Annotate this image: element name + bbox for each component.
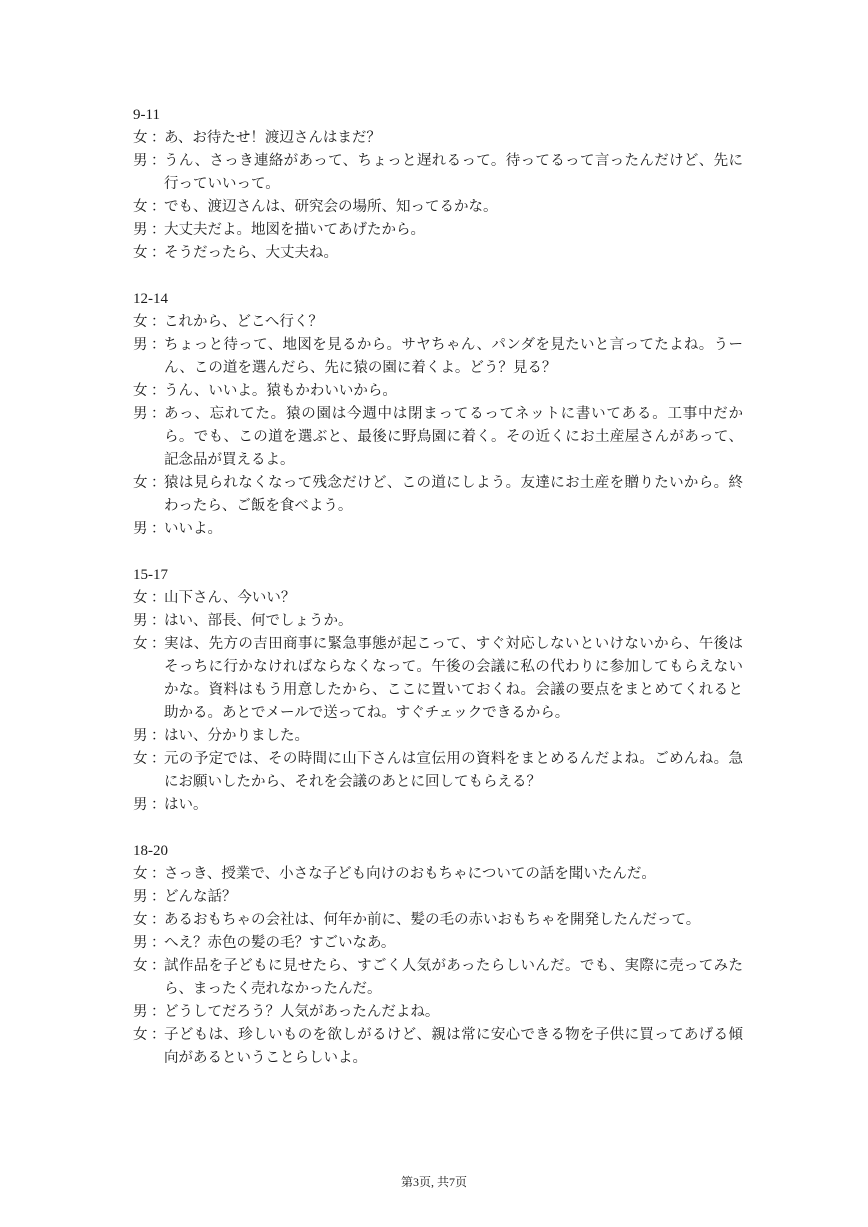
dialogue-line bbox=[133, 886, 743, 909]
utterance-text: うん、さっき連絡があって、ちょっと遅れるって。待ってるって言ったんだけど、先に行っていいって。 bbox=[164, 153, 743, 192]
speaker-colon: ： bbox=[151, 912, 166, 928]
speaker-label: 男 bbox=[133, 337, 148, 353]
dialogue-line bbox=[133, 472, 743, 518]
speaker-colon: ： bbox=[151, 130, 166, 146]
speaker-label: 男 bbox=[133, 1004, 148, 1020]
dialogue-line bbox=[133, 909, 743, 932]
speaker-colon: ： bbox=[151, 314, 166, 330]
speaker-label: 男 bbox=[133, 889, 148, 905]
dialogue-line bbox=[133, 725, 743, 748]
speaker-colon: ： bbox=[151, 797, 166, 813]
utterance-text: はい。 bbox=[164, 797, 208, 813]
speaker-colon: ： bbox=[151, 521, 166, 537]
speaker-label: 女 bbox=[133, 130, 148, 146]
dialogue-line bbox=[133, 610, 743, 633]
speaker-label: 女 bbox=[133, 751, 148, 767]
dialogue-line bbox=[133, 380, 743, 403]
speaker-label: 女 bbox=[133, 636, 148, 652]
dialogue-line bbox=[133, 150, 743, 196]
utterance-text: はい、部長、何でしょうか。 bbox=[164, 613, 353, 629]
speaker-colon: ： bbox=[151, 222, 166, 238]
utterance-text: これから、どこへ行く？ bbox=[164, 314, 323, 330]
dialogue-line bbox=[133, 748, 743, 794]
utterance-text: でも、渡辺さんは、研究会の場所、知ってるかな。 bbox=[164, 199, 498, 215]
speaker-colon: ： bbox=[151, 866, 166, 882]
section-number: 15-17 bbox=[133, 567, 168, 583]
speaker-colon: ： bbox=[151, 590, 166, 606]
speaker-colon: ： bbox=[151, 406, 166, 422]
speaker-colon: ： bbox=[151, 636, 166, 652]
utterance-text: へえ？赤色の髪の毛？すごいなあ。 bbox=[164, 935, 396, 951]
dialogue-line bbox=[133, 403, 743, 472]
utterance-text: ちょっと待って、地図を見るから。サヤちゃん、パンダを見たいと言ってたよね。うーん、この道を選んだら、先に猿の園に着くよ。どう？見る？ bbox=[164, 337, 743, 376]
utterance-text: 元の予定では、その時間に山下さんは宣伝用の資料をまとめるんだよね。ごめんね。急にお願いしたから、それを会議のあとに回してもらえる？ bbox=[164, 751, 743, 790]
utterance-text: 山下さん、今いい？ bbox=[164, 590, 296, 606]
utterance-text: 子どもは、珍しいものを欲しがるけど、親は常に安心できる物を子供に買ってあげる傾向があるということらしいよ。 bbox=[164, 1027, 743, 1066]
speaker-label: 女 bbox=[133, 314, 148, 330]
dialogue-line bbox=[133, 518, 743, 541]
speaker-colon: ： bbox=[151, 889, 166, 905]
dialogue-line bbox=[133, 633, 743, 725]
dialogue-content bbox=[133, 104, 743, 1093]
speaker-label: 男 bbox=[133, 797, 148, 813]
utterance-text: あっ、忘れてた。猿の園は今週中は閉まってるってネットに書いてある。工事中だから。でも、この道を選ぶと、最後に野鳥園に着く。その近くにお土産屋さんがあって、記念品が買えるよ。 bbox=[164, 406, 743, 468]
speaker-label: 男 bbox=[133, 222, 148, 238]
dialogue-line bbox=[133, 587, 743, 610]
speaker-colon: ： bbox=[151, 728, 166, 744]
utterance-text: 大丈夫だよ。地図を描いてあげたから。 bbox=[164, 222, 425, 238]
dialogue-line bbox=[133, 334, 743, 380]
speaker-label: 男 bbox=[133, 613, 148, 629]
speaker-label: 女 bbox=[133, 383, 148, 399]
speaker-label: 男 bbox=[133, 406, 148, 422]
utterance-text: あるおもちゃの会社は、何年か前に、髪の毛の赤いおもちゃを開発したんだって。 bbox=[164, 912, 701, 928]
dialogue-line bbox=[133, 794, 743, 817]
utterance-text: 実は、先方の吉田商事に緊急事態が起こって、すぐ対応しないといけないから、午後はそっちに行かなければならなくなって。午後の会議に私の代わりに参加してもらえないかな。資料はもう用意したから、ここに置いておくね。会議の要点をまとめてくれると助かる。あとでメールで送ってね。すぐチェックできるから。 bbox=[164, 636, 743, 721]
speaker-colon: ： bbox=[151, 475, 166, 491]
dialogue-section bbox=[133, 288, 743, 541]
utterance-text: 猿は見られなくなって残念だけど、この道にしよう。友達にお土産を贈りたいから。終わったら、ご飯を食べよう。 bbox=[164, 475, 743, 514]
speaker-colon: ： bbox=[151, 383, 166, 399]
speaker-label: 女 bbox=[133, 590, 148, 606]
utterance-text: そうだったら、大丈夫ね。 bbox=[164, 245, 338, 261]
dialogue-section bbox=[133, 840, 743, 1070]
section-number: 12-14 bbox=[133, 291, 168, 307]
speaker-label: 男 bbox=[133, 728, 148, 744]
dialogue-line bbox=[133, 1001, 743, 1024]
utterance-text: あ、お待たせ！渡辺さんはまだ？ bbox=[164, 130, 381, 146]
utterance-text: いいよ。 bbox=[164, 521, 222, 537]
utterance-text: さっき、授業で、小さな子ども向けのおもちゃについての話を聞いたんだ。 bbox=[164, 866, 656, 882]
dialogue-line bbox=[133, 127, 743, 150]
utterance-text: はい、分かりました。 bbox=[164, 728, 309, 744]
dialogue-section bbox=[133, 564, 743, 817]
speaker-colon: ： bbox=[151, 1027, 166, 1043]
dialogue-line bbox=[133, 932, 743, 955]
dialogue-section bbox=[133, 104, 743, 265]
speaker-label: 男 bbox=[133, 153, 148, 169]
speaker-colon: ： bbox=[151, 199, 166, 215]
dialogue-line bbox=[133, 863, 743, 886]
dialogue-line bbox=[133, 311, 743, 334]
dialogue-line bbox=[133, 955, 743, 1001]
utterance-text: どんな話？ bbox=[164, 889, 237, 905]
utterance-text: どうしてだろう？人気があったんだよね。 bbox=[164, 1004, 440, 1020]
speaker-colon: ： bbox=[151, 1004, 166, 1020]
page-footer: 第3页, 共7页 bbox=[400, 1175, 467, 1189]
speaker-label: 女 bbox=[133, 1027, 148, 1043]
speaker-label: 女 bbox=[133, 199, 148, 215]
speaker-colon: ： bbox=[151, 245, 166, 261]
speaker-label: 男 bbox=[133, 935, 148, 951]
dialogue-line bbox=[133, 1024, 743, 1070]
speaker-colon: ： bbox=[151, 935, 166, 951]
dialogue-line bbox=[133, 219, 743, 242]
speaker-colon: ： bbox=[151, 153, 166, 169]
section-number: 9-11 bbox=[133, 107, 160, 123]
speaker-colon: ： bbox=[151, 958, 166, 974]
speaker-label: 女 bbox=[133, 475, 148, 491]
speaker-label: 女 bbox=[133, 245, 148, 261]
speaker-colon: ： bbox=[151, 613, 166, 629]
dialogue-line bbox=[133, 242, 743, 265]
speaker-colon: ： bbox=[151, 337, 166, 353]
speaker-label: 男 bbox=[133, 521, 148, 537]
utterance-text: 試作品を子どもに見せたら、すごく人気があったらしいんだ。でも、実際に売ってみたら、まったく売れなかったんだ。 bbox=[164, 958, 743, 997]
speaker-label: 女 bbox=[133, 958, 148, 974]
speaker-colon: ： bbox=[151, 751, 166, 767]
speaker-label: 女 bbox=[133, 912, 148, 928]
utterance-text: うん、いいよ。猿もかわいいから。 bbox=[164, 383, 397, 399]
speaker-label: 女 bbox=[133, 866, 148, 882]
dialogue-line bbox=[133, 196, 743, 219]
section-number: 18-20 bbox=[133, 843, 168, 859]
